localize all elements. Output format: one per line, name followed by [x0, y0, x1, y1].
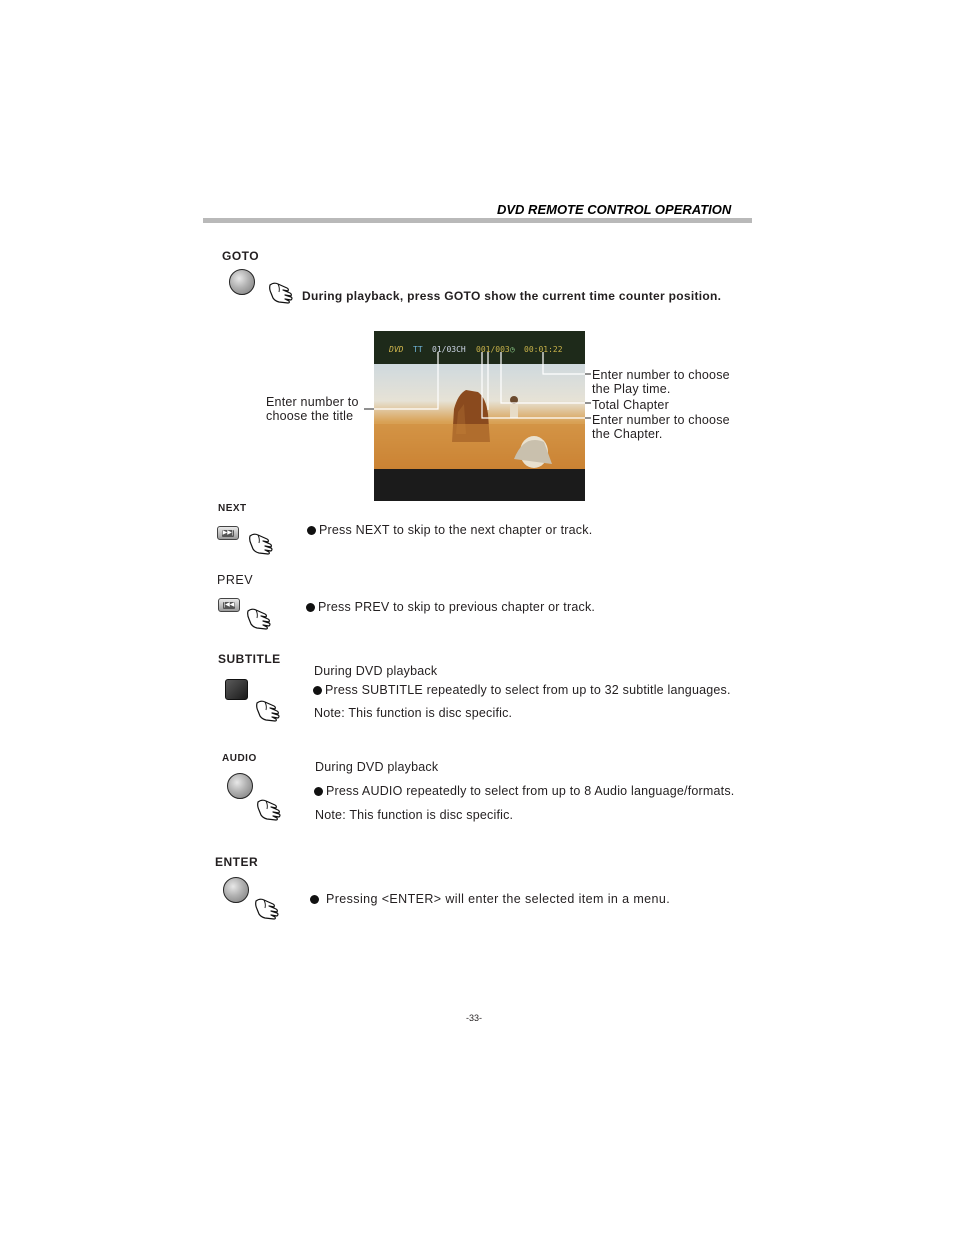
bullet-icon: [307, 526, 316, 535]
audio-label: AUDIO: [222, 753, 257, 764]
pointing-hand-icon: [254, 895, 284, 921]
bullet-icon: [313, 686, 322, 695]
next-description: Press NEXT to skip to the next chapter or track.: [307, 523, 592, 537]
enter-label: ENTER: [215, 855, 259, 869]
subtitle-note: Note: This function is disc specific.: [314, 706, 513, 720]
osd-chapter-field: 001/003: [476, 345, 510, 354]
pointing-hand-icon: [246, 605, 276, 631]
enter-description: Pressing <ENTER> will enter the selected item in a menu.: [310, 892, 670, 906]
subtitle-intro: During DVD playback: [314, 664, 438, 678]
goto-label: GOTO: [222, 249, 260, 263]
next-button-icon: [217, 526, 239, 540]
page-number: -33-: [466, 1013, 483, 1023]
prev-button-icon: [218, 598, 240, 612]
audio-intro: During DVD playback: [315, 760, 439, 774]
callout-chapter: Enter number to choose the Chapter.: [592, 413, 730, 441]
pointing-hand-icon: [256, 796, 286, 822]
osd-clock-icon: ◷: [510, 345, 515, 354]
subtitle-label: SUBTITLE: [218, 652, 281, 666]
bullet-icon: [306, 603, 315, 612]
bullet-icon: [310, 895, 319, 904]
pointing-hand-icon: [255, 697, 285, 723]
subtitle-button-icon: [225, 679, 248, 700]
audio-button-icon: [227, 773, 253, 799]
audio-description: Press AUDIO repeatedly to select from up to 8 Audio language/formats.: [314, 784, 734, 798]
callout-play-time: Enter number to choose the Play time.: [592, 368, 730, 396]
skip-forward-icon: ▶▶|: [222, 529, 234, 536]
osd-title-field: 01/03CH: [432, 345, 466, 354]
pointing-hand-icon: [248, 530, 278, 556]
bullet-icon: [314, 787, 323, 796]
skip-back-icon: |◀◀: [223, 601, 235, 608]
callout-total-chapter: Total Chapter: [592, 398, 669, 412]
osd-tt: TT: [413, 345, 423, 354]
callout-title: Enter number to choose the title: [266, 395, 359, 423]
next-label: NEXT: [218, 503, 247, 514]
osd-mode: DVD: [389, 345, 404, 354]
audio-note: Note: This function is disc specific.: [315, 808, 514, 822]
prev-description: Press PREV to skip to previous chapter or track.: [306, 600, 595, 614]
subtitle-description: Press SUBTITLE repeatedly to select from up to 32 subtitle languages.: [313, 683, 731, 697]
page-title: DVD REMOTE CONTROL OPERATION: [497, 202, 732, 217]
prev-label: PREV: [217, 573, 254, 587]
osd-time-field: 00:01:22: [524, 345, 563, 354]
enter-button-icon: [223, 877, 249, 903]
goto-description: During playback, press GOTO show the current time counter position.: [302, 289, 722, 303]
